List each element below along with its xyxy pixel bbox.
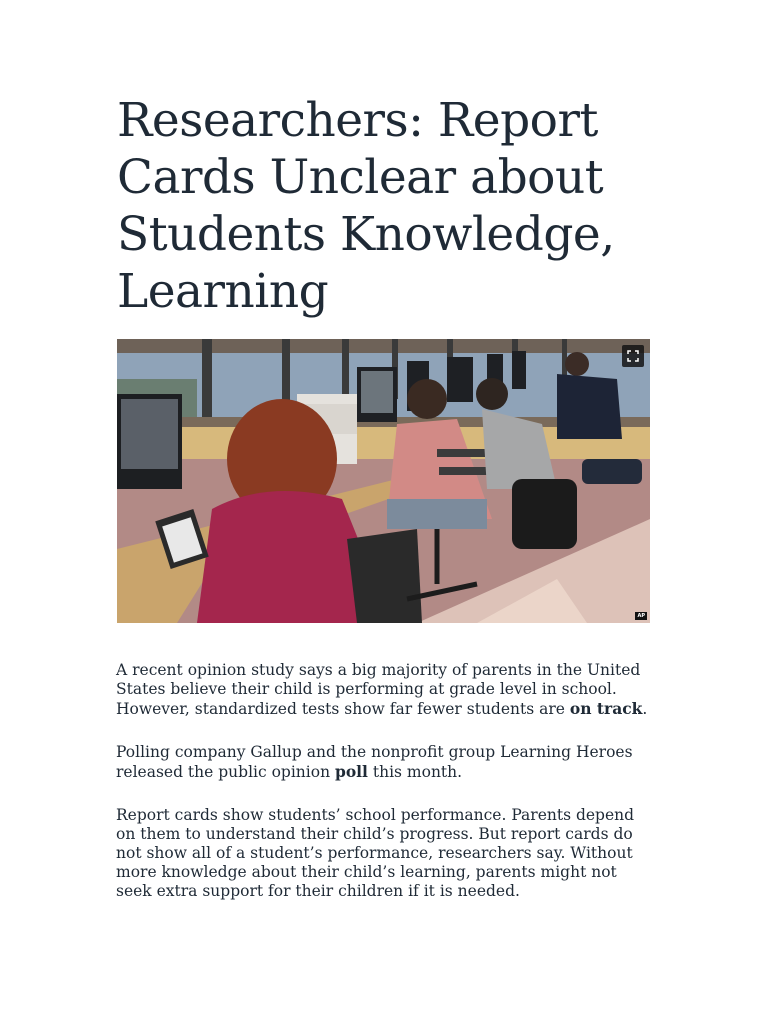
paragraph-text: A recent opinion study says a big majority of parents in the United States believe their child is performing at grade level in school. However, standardized tests show far fewer students are xyxy=(116,661,641,718)
article-paragraph-1 xyxy=(116,661,656,719)
article-paragraph-2 xyxy=(116,743,656,782)
paragraph-text: . xyxy=(642,700,648,718)
paragraph-text: Polling company Gallup and the nonprofit group Learning Heroes released the public opinion xyxy=(116,743,633,781)
expand-icon[interactable] xyxy=(622,345,644,367)
article-paragraph-3 xyxy=(116,806,656,901)
classroom-photo-illustration xyxy=(117,339,650,623)
paragraph-text: Report cards show students’ school performance. Parents depend on them to understand their child’s progress. But report cards do not show all of a student’s performance, researchers say. Without more knowledge about their child’s learning, parents might not seek extra support for their children if it is needed. xyxy=(116,806,635,900)
page-title: Researchers: Report Cards Unclear about Students Knowledge, Learning xyxy=(117,93,615,319)
vocabulary-term: poll xyxy=(334,762,368,781)
photo-credit-badge: AP xyxy=(637,613,645,619)
paragraph-text: this month. xyxy=(367,763,463,781)
article-photo[interactable] xyxy=(117,339,650,623)
vocabulary-term: on track xyxy=(569,699,643,718)
